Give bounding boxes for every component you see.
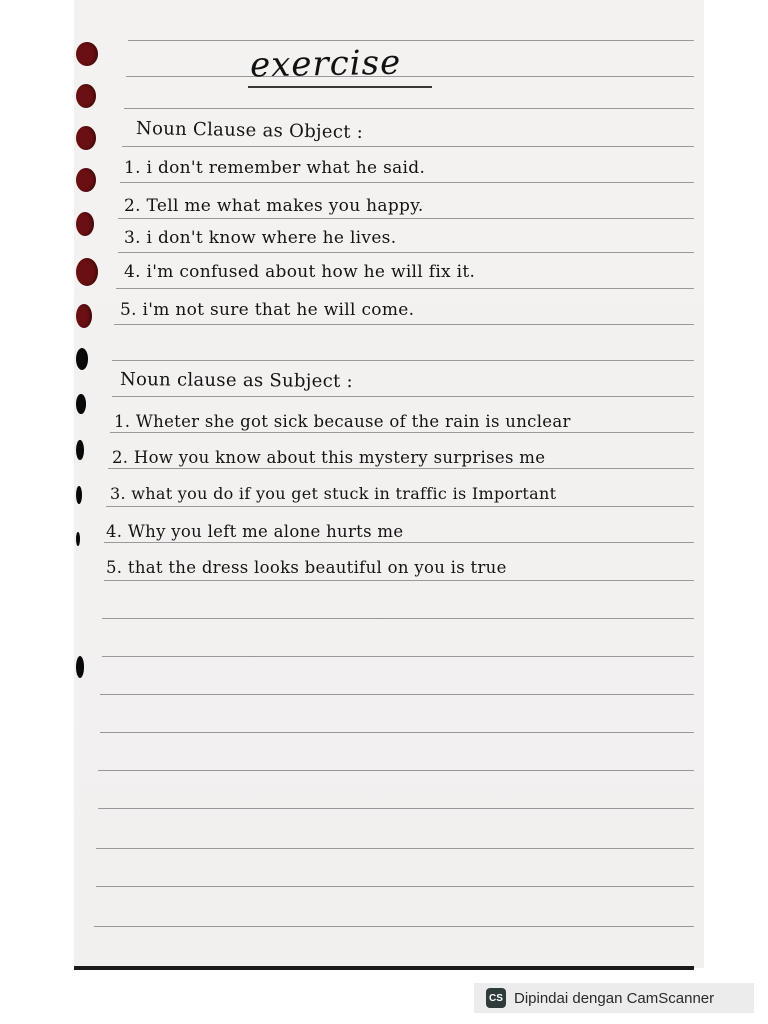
binder-hole: [76, 126, 96, 150]
ruled-line: [96, 886, 694, 887]
ruled-line: [116, 288, 694, 289]
ruled-line: [102, 618, 694, 619]
binder-hole: [76, 42, 98, 66]
binder-hole: [76, 656, 84, 678]
list-item: 2. Tell me what makes you happy.: [124, 196, 424, 216]
list-item: 4. Why you left me alone hurts me: [106, 522, 404, 541]
ruled-line: [100, 694, 694, 695]
section-heading-object: Noun Clause as Object :: [135, 118, 364, 143]
list-item: 5. that the dress looks beautiful on you is true: [106, 558, 507, 577]
ruled-line: [122, 146, 694, 147]
ruled-line: [110, 432, 694, 433]
ruled-line: [112, 360, 694, 361]
ruled-line: [126, 76, 694, 77]
list-item: 3. what you do if you get stuck in traffic is Important: [110, 484, 557, 503]
ruled-line: [104, 542, 694, 543]
ruled-line: [94, 926, 694, 927]
list-item: 2. How you know about this mystery surprises me: [112, 448, 546, 467]
ruled-line: [124, 108, 694, 109]
list-item: 1. Wheter she got sick because of the rain is unclear: [114, 412, 571, 431]
binder-hole: [76, 84, 96, 108]
binder-hole: [76, 486, 82, 504]
binder-hole: [76, 212, 94, 236]
ruled-line: [102, 656, 694, 657]
ruled-line: [128, 40, 694, 41]
ruled-line: [100, 732, 694, 733]
list-item: 4. i'm confused about how he will fix it.: [124, 262, 476, 282]
list-item: 1. i don't remember what he said.: [124, 158, 426, 178]
binder-hole: [76, 258, 98, 286]
list-item: 3. i don't know where he lives.: [124, 228, 397, 248]
ruled-line: [108, 468, 694, 469]
binder-hole: [76, 348, 88, 370]
ruled-line: [104, 580, 694, 581]
page-title: exercise: [249, 42, 402, 86]
camscanner-logo-icon: CS: [486, 988, 506, 1008]
ruled-line: [114, 324, 694, 325]
binder-hole: [76, 168, 96, 192]
list-item: 5. i'm not sure that he will come.: [120, 300, 415, 320]
ruled-line: [118, 252, 694, 253]
ruled-line: [106, 506, 694, 507]
binder-hole: [76, 532, 80, 546]
ruled-line: [120, 182, 694, 183]
binder-hole: [76, 304, 92, 328]
title-underline: [248, 86, 432, 88]
binder-hole: [76, 440, 84, 460]
ruled-line: [96, 848, 694, 849]
section-heading-subject: Noun clause as Subject :: [119, 368, 354, 393]
ruled-line: [98, 770, 694, 771]
watermark-text: Dipindai dengan CamScanner: [514, 989, 715, 1007]
camscanner-watermark: [474, 983, 754, 1013]
ruled-line: [112, 396, 694, 397]
ruled-line: [118, 218, 694, 219]
binder-hole: [76, 394, 86, 414]
ruled-line: [98, 808, 694, 809]
page-bottom-edge: [74, 966, 694, 970]
